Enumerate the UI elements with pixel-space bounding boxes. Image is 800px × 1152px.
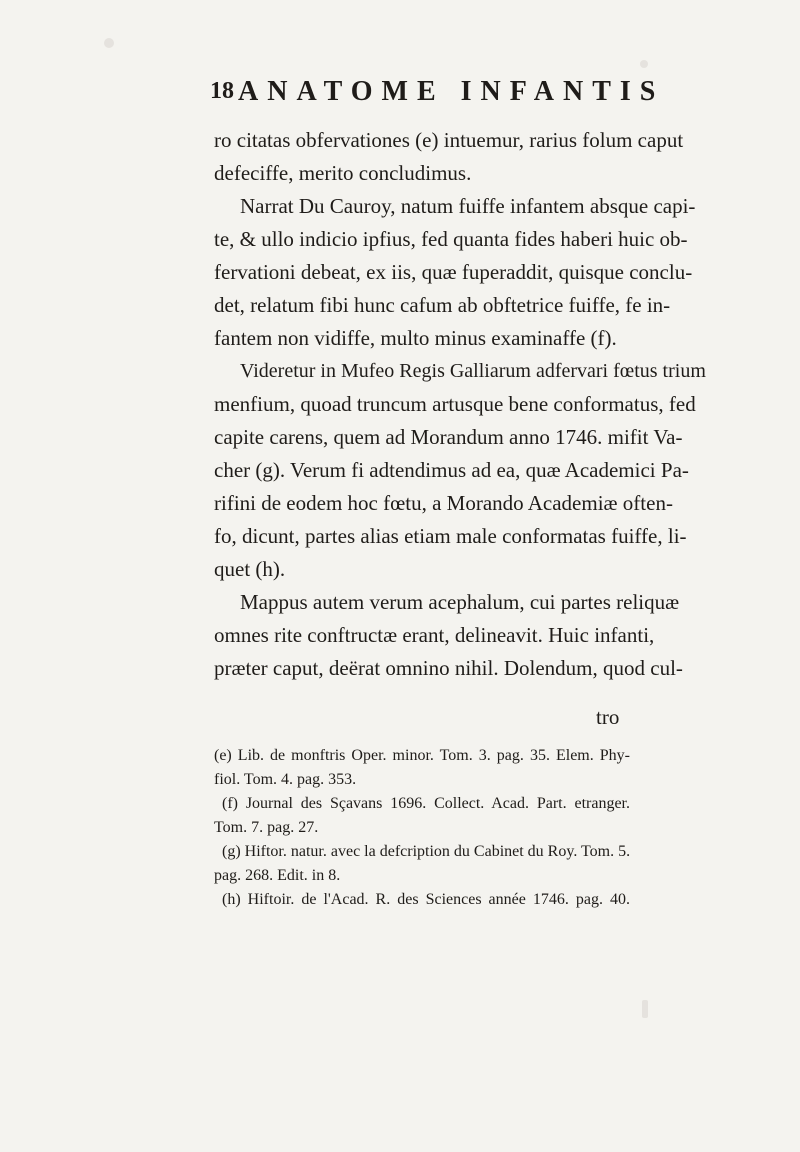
text-line: capite carens, quem ad Morandum anno 1746. mifit Va- <box>214 425 683 449</box>
main-text <box>214 124 706 685</box>
text-line: fo, dicunt, partes alias etiam male conformatas fuiffe, li- <box>214 524 687 548</box>
text-line: ro citatas obfervationes (e) intuemur, rarius folum caput <box>214 128 684 152</box>
paper-stain <box>104 38 114 48</box>
footnote-line: (h) Hiftoir. de l'Acad. R. des Sciences année 1746. pag. 40. <box>222 891 630 908</box>
page-number: 18 <box>210 78 234 104</box>
page-header <box>210 72 665 112</box>
text-line: det, relatum fibi hunc cafum ab obftetrice fuiffe, fe in- <box>214 293 671 317</box>
text-line: fantem non vidiffe, multo minus examinaffe (f). <box>214 326 617 350</box>
text-line: Videretur in Mufeo Regis Galliarum adfervari fœtus trium <box>240 360 706 382</box>
text-line: Mappus autem verum acephalum, cui partes reliquæ <box>240 590 680 614</box>
text-line: quet (h). <box>214 557 286 581</box>
text-line: cher (g). Verum fi adtendimus ad ea, quæ Academici Pa- <box>214 458 689 482</box>
footnote-line: (g) Hiftor. natur. avec la defcription du Cabinet du Roy. Tom. 5. <box>222 843 631 860</box>
text-line: fervationi debeat, ex iis, quæ fuperaddit, quisque conclu- <box>214 260 693 284</box>
text-line: præter caput, deërat omnino nihil. Dolendum, quod cul- <box>214 656 683 680</box>
footnote-line: Tom. 7. pag. 27. <box>214 819 319 836</box>
text-line: Narrat Du Cauroy, natum fuiffe infantem absque capi- <box>240 194 696 218</box>
paper-stain <box>640 60 648 68</box>
running-title: ANATOME INFANTIS <box>238 76 665 107</box>
paper-stain <box>642 1000 648 1018</box>
text-line: defeciffe, merito concludimus. <box>214 161 472 185</box>
catchword: tro <box>596 705 620 729</box>
footnote-line: pag. 268. Edit. in 8. <box>214 867 341 884</box>
footnotes <box>214 744 630 912</box>
text-line: rifini de eodem hoc fœtu, a Morando Academiæ often- <box>214 491 673 515</box>
footnote-line: (f) Journal des Sçavans 1696. Collect. Acad. Part. etranger. <box>222 795 630 812</box>
text-line: menfium, quoad truncum artusque bene conformatus, fed <box>214 392 696 416</box>
text-line: te, & ullo indicio ipfius, fed quanta fides haberi huic ob- <box>214 227 688 251</box>
footnote-line: fiol. Tom. 4. pag. 353. <box>214 771 357 788</box>
footnote-line: (e) Lib. de monftris Oper. minor. Tom. 3. pag. 35. Elem. Phy- <box>214 747 630 764</box>
text-line: omnes rite conftructæ erant, delineavit. Huic infanti, <box>214 623 655 647</box>
